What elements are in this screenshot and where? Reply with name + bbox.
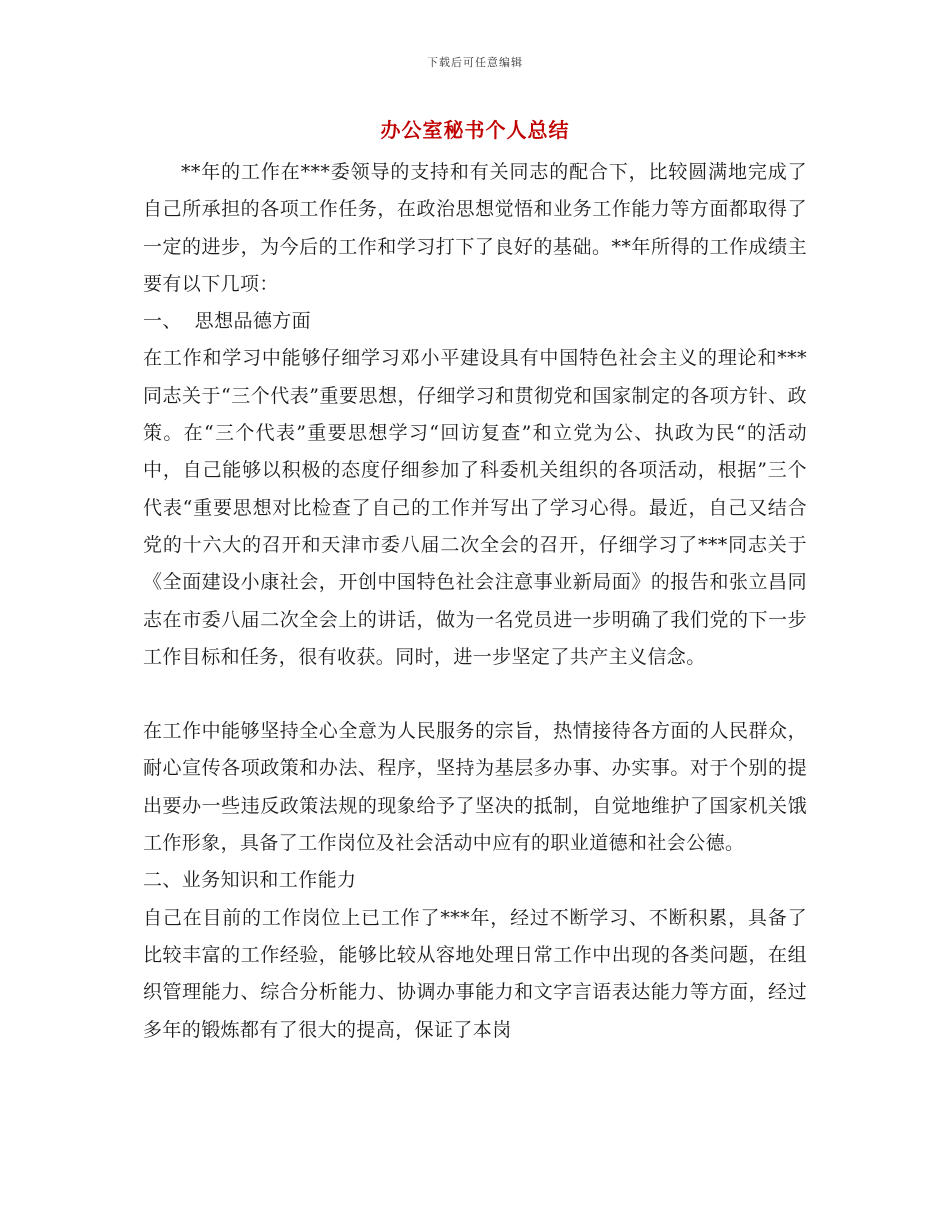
document-title: 办公室秘书个人总结: [380, 118, 570, 142]
section-heading-1: 一、 思想品德方面: [143, 310, 312, 333]
intro-paragraph: **年的工作在***委领导的支持和有关同志的配合下，比较圆满地完成了自己所承担的各项工作任务，在政治思想觉悟和业务工作能力等方面都取得了一定的进步，为今后的工作和学习打下了良好的基础。**年所得的工作成绩主要有以下几项：: [143, 161, 807, 295]
section-1-paragraph-2: 在工作中能够坚持全心全意为人民服务的宗旨，热情接待各方面的人民群众，耐心宣传各项政策和办法、程序，坚持为基层多办事、办实事。对于个别的提出要办一些违反政策法规的现象给予了坚决的抵制，自觉地维护了国家机关饿工作形象，具备了工作岗位及社会活动中应有的职业道德和社会公德。: [143, 720, 807, 855]
section-1-paragraph-1: 在工作和学习中能够仔细学习邓小平建设具有中国特色社会主义的理论和***同志关于“三个代表”重要思想，仔细学习和贯彻党和国家制定的各项方针、政策。在“三个代表”重要思想学习“回访复查”和立党为公、执政为民“的活动中，自己能够以积极的态度仔细参加了科委机关组织的各项活动，根据”三个代表“重要思想对比检查了自己的工作并写出了学习心得。最近，自己又结合党的十六大的召开和天津市委八届二次全会的召开，仔细学习了***同志关于《全面建设小康社会，开创中国特色社会注意事业新局面》的报告和张立昌同志在市委八届二次全会上的讲话，做为一名党员进一步明确了我们党的下一步工作目标和任务，很有收获。同时，进一步坚定了共产主义信念。: [143, 347, 807, 668]
document-body: [143, 154, 807, 1049]
section-heading-2: 二、业务知识和工作能力: [143, 869, 357, 892]
paragraph-gap: [143, 676, 807, 713]
header-note: 下载后可任意编辑: [427, 56, 523, 69]
section-2-paragraph-1: 自己在目前的工作岗位上已工作了***年，经过不断学习、不断积累，具备了比较丰富的工作经验，能够比较从容地处理日常工作中出现的各类问题，在组织管理能力、综合分析能力、协调办事能力和文字言语表达能力等方面，经过多年的锻炼都有了很大的提高，保证了本岗: [143, 906, 807, 1041]
